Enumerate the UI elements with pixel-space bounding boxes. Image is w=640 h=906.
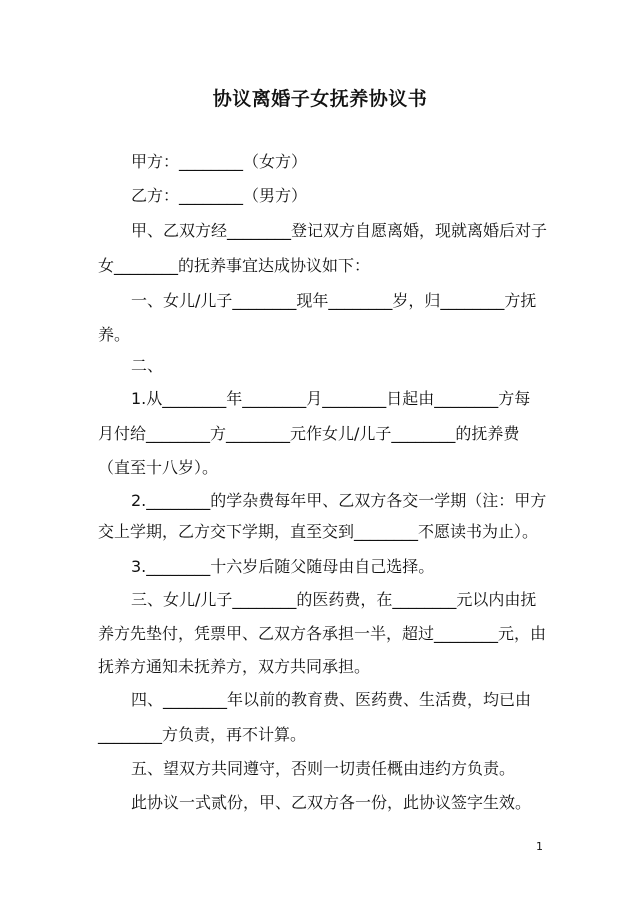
intro-line-1: 甲、乙双方经________登记双方自愿离婚，现就离婚后对子 (131, 221, 548, 240)
party-a-line: 甲方：________（女方） (131, 152, 308, 171)
document-title: 协议离婚子女抚养协议书 (212, 88, 428, 110)
clause-1-line-2: 养。 (98, 325, 131, 344)
page-number: 1 (536, 840, 543, 853)
clause-3-line-1: 三、女儿/儿子________的医药费，在________元以内由抚 (131, 590, 537, 609)
clause-1-line-1: 一、女儿/儿子________现年________岁，归________方抚 (131, 291, 537, 310)
clause-3-line-3: 抚养方通知未抚养方，双方共同承担。 (98, 657, 371, 676)
clause-2-3-line: 3.________十六岁后随父随母由自己选择。 (131, 557, 435, 576)
clause-2-1-line-1: 1.从________年________月________日起由________方每 (131, 389, 531, 408)
clause-2-2-line-2: 交上学期，乙方交下学期，直至交到________不愿读书为止）。 (98, 522, 539, 541)
clause-4-line-1: 四、________年以前的教育费、医药费、生活费，均已由 (131, 690, 532, 709)
clause-2-heading: 二、 (131, 356, 164, 375)
clause-3-line-2: 养方先垫付，凭票甲、乙双方各承担一半，超过________元，由 (98, 624, 547, 643)
clause-2-2-line-1: 2.________的学杂费每年甲、乙双方各交一学期（注：甲方 (131, 491, 547, 510)
clause-2-1-line-3: （直至十八岁）。 (98, 458, 219, 477)
clause-5-line: 五、望双方共同遵守，否则一切责任概由违约方负责。 (131, 759, 516, 778)
party-b-line: 乙方：________（男方） (131, 186, 308, 205)
clause-4-line-2: ________方负责，再不计算。 (98, 725, 307, 744)
closing-line: 此协议一式贰份，甲、乙双方各一份，此协议签字生效。 (131, 793, 532, 812)
clause-2-1-line-2: 月付给________方________元作女儿/儿子________的抚养费 (98, 424, 520, 443)
intro-line-2: 女________的抚养事宜达成协议如下： (98, 256, 371, 275)
